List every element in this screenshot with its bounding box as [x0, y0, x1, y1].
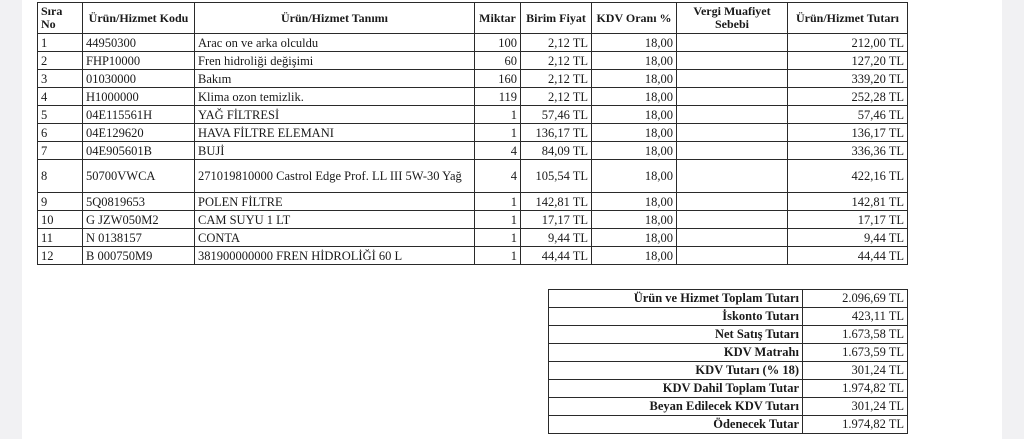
- header-miktar: Miktar: [475, 3, 521, 34]
- cell-muaf: [677, 193, 788, 211]
- cell-no: 7: [38, 142, 83, 160]
- items-header-row: [38, 3, 908, 34]
- cell-kod: FHP10000: [83, 52, 195, 70]
- totals-row: [549, 398, 908, 416]
- cell-tutar: 252,28 TL: [788, 88, 908, 106]
- cell-tutar: 336,36 TL: [788, 142, 908, 160]
- cell-tanim: Arac on ve arka olculdu: [195, 34, 475, 52]
- cell-miktar: 1: [475, 229, 521, 247]
- cell-kod: 44950300: [83, 34, 195, 52]
- table-row: [38, 106, 908, 124]
- cell-tanim: POLEN FİLTRE: [195, 193, 475, 211]
- cell-miktar: 1: [475, 193, 521, 211]
- cell-miktar: 1: [475, 124, 521, 142]
- cell-muaf: [677, 124, 788, 142]
- cell-no: 9: [38, 193, 83, 211]
- totals-value: 1.673,59 TL: [803, 344, 908, 362]
- table-row: [38, 229, 908, 247]
- header-tutar: Ürün/Hizmet Tutarı: [788, 3, 908, 34]
- cell-muaf: [677, 142, 788, 160]
- table-row: [38, 34, 908, 52]
- cell-no: 3: [38, 70, 83, 88]
- cell-miktar: 1: [475, 247, 521, 265]
- totals-row: [549, 308, 908, 326]
- header-birim-fiyat: Birim Fiyat: [521, 3, 592, 34]
- totals-label: Ürün ve Hizmet Toplam Tutarı: [549, 290, 803, 308]
- totals-value: 423,11 TL: [803, 308, 908, 326]
- cell-kod: 04E115561H: [83, 106, 195, 124]
- totals-label: Ödenecek Tutar: [549, 416, 803, 434]
- cell-tutar: 17,17 TL: [788, 211, 908, 229]
- cell-tanim: HAVA FİLTRE ELEMANI: [195, 124, 475, 142]
- cell-miktar: 4: [475, 160, 521, 193]
- cell-tutar: 9,44 TL: [788, 229, 908, 247]
- cell-tutar: 142,81 TL: [788, 193, 908, 211]
- cell-birim: 2,12 TL: [521, 52, 592, 70]
- cell-no: 10: [38, 211, 83, 229]
- table-row: [38, 124, 908, 142]
- cell-birim: 57,46 TL: [521, 106, 592, 124]
- cell-birim: 84,09 TL: [521, 142, 592, 160]
- cell-tutar: 422,16 TL: [788, 160, 908, 193]
- cell-kod: 50700VWCA: [83, 160, 195, 193]
- cell-tanim: YAĞ FİLTRESİ: [195, 106, 475, 124]
- totals-row: [549, 362, 908, 380]
- totals-row: [549, 344, 908, 362]
- cell-kdv: 18,00: [592, 52, 677, 70]
- cell-birim: 44,44 TL: [521, 247, 592, 265]
- cell-kdv: 18,00: [592, 34, 677, 52]
- totals-row: [549, 290, 908, 308]
- totals-value: 301,24 TL: [803, 398, 908, 416]
- table-row: [38, 160, 908, 193]
- totals-row: [549, 380, 908, 398]
- cell-tanim: CONTA: [195, 229, 475, 247]
- cell-no: 4: [38, 88, 83, 106]
- cell-no: 5: [38, 106, 83, 124]
- cell-no: 2: [38, 52, 83, 70]
- table-row: [38, 70, 908, 88]
- cell-kdv: 18,00: [592, 106, 677, 124]
- cell-birim: 2,12 TL: [521, 70, 592, 88]
- cell-birim: 9,44 TL: [521, 229, 592, 247]
- header-tanim: Ürün/Hizmet Tanımı: [195, 3, 475, 34]
- totals-value: 301,24 TL: [803, 362, 908, 380]
- table-row: [38, 88, 908, 106]
- invoice-items-table: [37, 2, 908, 265]
- cell-kdv: 18,00: [592, 70, 677, 88]
- totals-value: 2.096,69 TL: [803, 290, 908, 308]
- table-row: [38, 247, 908, 265]
- cell-tanim: Klima ozon temizlik.: [195, 88, 475, 106]
- cell-muaf: [677, 52, 788, 70]
- cell-birim: 105,54 TL: [521, 160, 592, 193]
- cell-tutar: 212,00 TL: [788, 34, 908, 52]
- table-row: [38, 52, 908, 70]
- cell-miktar: 4: [475, 142, 521, 160]
- cell-miktar: 1: [475, 106, 521, 124]
- cell-miktar: 160: [475, 70, 521, 88]
- totals-value: 1.673,58 TL: [803, 326, 908, 344]
- cell-kod: H1000000: [83, 88, 195, 106]
- cell-muaf: [677, 211, 788, 229]
- cell-muaf: [677, 88, 788, 106]
- header-muafiyet: Vergi Muafiyet Sebebi: [677, 3, 788, 34]
- cell-tanim: Bakım: [195, 70, 475, 88]
- table-row: [38, 193, 908, 211]
- cell-muaf: [677, 106, 788, 124]
- header-kdv-orani: KDV Oranı %: [592, 3, 677, 34]
- cell-kdv: 18,00: [592, 211, 677, 229]
- cell-no: 8: [38, 160, 83, 193]
- totals-value: 1.974,82 TL: [803, 380, 908, 398]
- cell-no: 12: [38, 247, 83, 265]
- cell-kod: G JZW050M2: [83, 211, 195, 229]
- cell-muaf: [677, 160, 788, 193]
- cell-miktar: 60: [475, 52, 521, 70]
- cell-kdv: 18,00: [592, 160, 677, 193]
- cell-no: 1: [38, 34, 83, 52]
- totals-label: KDV Matrahı: [549, 344, 803, 362]
- cell-birim: 142,81 TL: [521, 193, 592, 211]
- cell-kod: N 0138157: [83, 229, 195, 247]
- header-kod: Ürün/Hizmet Kodu: [83, 3, 195, 34]
- cell-birim: 17,17 TL: [521, 211, 592, 229]
- cell-tutar: 339,20 TL: [788, 70, 908, 88]
- cell-tanim: CAM SUYU 1 LT: [195, 211, 475, 229]
- cell-tutar: 136,17 TL: [788, 124, 908, 142]
- totals-label: KDV Dahil Toplam Tutar: [549, 380, 803, 398]
- totals-value: 1.974,82 TL: [803, 416, 908, 434]
- cell-no: 11: [38, 229, 83, 247]
- cell-birim: 2,12 TL: [521, 34, 592, 52]
- header-sira-no: Sıra No: [38, 3, 83, 34]
- cell-tutar: 44,44 TL: [788, 247, 908, 265]
- cell-kdv: 18,00: [592, 142, 677, 160]
- cell-muaf: [677, 34, 788, 52]
- cell-tutar: 57,46 TL: [788, 106, 908, 124]
- cell-kdv: 18,00: [592, 193, 677, 211]
- cell-tanim: 381900000000 FREN HİDROLİĞİ 60 L: [195, 247, 475, 265]
- cell-kdv: 18,00: [592, 229, 677, 247]
- cell-tanim: BUJİ: [195, 142, 475, 160]
- cell-miktar: 100: [475, 34, 521, 52]
- cell-kod: 04E905601B: [83, 142, 195, 160]
- cell-miktar: 1: [475, 211, 521, 229]
- cell-tanim: 271019810000 Castrol Edge Prof. LL III 5W-30 Yağ: [195, 160, 475, 193]
- totals-label: KDV Tutarı (% 18): [549, 362, 803, 380]
- totals-row: [549, 326, 908, 344]
- cell-kdv: 18,00: [592, 88, 677, 106]
- totals-label: Net Satış Tutarı: [549, 326, 803, 344]
- cell-kdv: 18,00: [592, 247, 677, 265]
- table-row: [38, 211, 908, 229]
- table-row: [38, 142, 908, 160]
- cell-kod: 04E129620: [83, 124, 195, 142]
- cell-birim: 2,12 TL: [521, 88, 592, 106]
- cell-kdv: 18,00: [592, 124, 677, 142]
- cell-birim: 136,17 TL: [521, 124, 592, 142]
- cell-kod: 5Q0819653: [83, 193, 195, 211]
- cell-kod: B 000750M9: [83, 247, 195, 265]
- cell-no: 6: [38, 124, 83, 142]
- cell-muaf: [677, 229, 788, 247]
- totals-label: İskonto Tutarı: [549, 308, 803, 326]
- totals-row: [549, 416, 908, 434]
- cell-miktar: 119: [475, 88, 521, 106]
- totals-label: Beyan Edilecek KDV Tutarı: [549, 398, 803, 416]
- invoice-totals-table: [548, 289, 908, 434]
- cell-muaf: [677, 70, 788, 88]
- cell-tutar: 127,20 TL: [788, 52, 908, 70]
- cell-muaf: [677, 247, 788, 265]
- cell-kod: 01030000: [83, 70, 195, 88]
- cell-tanim: Fren hidroliği değişimi: [195, 52, 475, 70]
